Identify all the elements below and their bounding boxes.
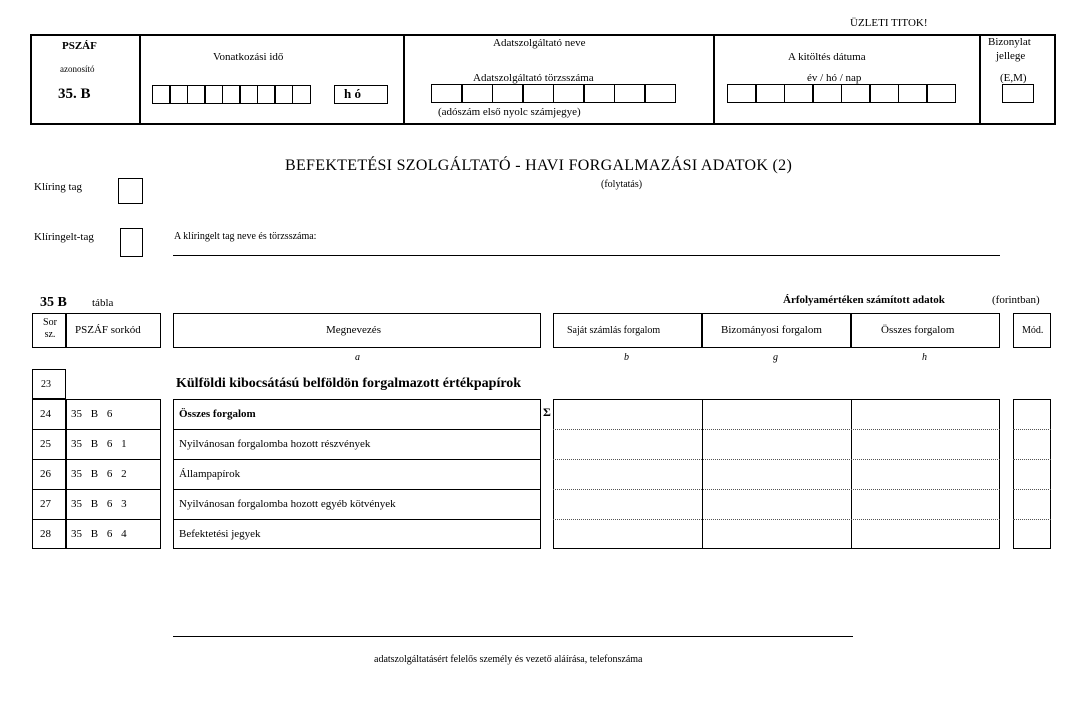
col-header-own: Saját számlás forgalom bbox=[553, 313, 702, 348]
col-letter-b: b bbox=[624, 352, 629, 363]
section-title: Külföldi kibocsátású belföldön forgalmazott értékpapírok bbox=[176, 376, 522, 391]
col-header-name: Megnevezés bbox=[173, 313, 541, 348]
cleared-member-label: Klíringelt-tag bbox=[34, 231, 94, 243]
table-code: 35 B bbox=[40, 295, 67, 310]
cleared-member-name-line[interactable] bbox=[173, 255, 1000, 256]
period-month-box[interactable] bbox=[334, 85, 388, 104]
values-grid bbox=[553, 399, 1000, 549]
section-row-num-cell: 23 bbox=[32, 369, 66, 399]
col-header-mod: Mód. bbox=[1013, 313, 1051, 348]
mod-column bbox=[1013, 399, 1051, 549]
clearing-member-checkbox[interactable] bbox=[118, 178, 143, 204]
col-header-code: PSZÁF sorkód bbox=[66, 313, 161, 348]
fill-date-format: év / hó / nap bbox=[807, 72, 862, 84]
col-letter-a: a bbox=[355, 352, 360, 363]
signature-label: adatszolgáltatásért felelős személy és vezető aláírása, telefonszáma bbox=[374, 654, 643, 665]
col-letter-g: g bbox=[773, 352, 778, 363]
cleared-member-name-label: A klíringelt tag neve és törzsszáma: bbox=[174, 231, 317, 242]
pszaf-label: PSZÁF bbox=[62, 40, 97, 52]
col-header-total: Összes forgalom bbox=[851, 313, 1000, 348]
form-code: 35. B bbox=[58, 86, 91, 102]
clearing-member-label: Klíring tag bbox=[34, 181, 82, 193]
pszaf-sub-label: azonosító bbox=[60, 64, 95, 74]
page-title: BEFEKTETÉSI SZOLGÁLTATÓ - HAVI FORGALMAZÁSI ADATOK (2) bbox=[285, 157, 793, 174]
doc-type-label-1: Bizonylat bbox=[988, 36, 1031, 48]
cleared-member-checkbox[interactable] bbox=[120, 228, 143, 257]
confidential-mark: ÜZLETI TITOK! bbox=[850, 17, 928, 29]
doc-type-input[interactable] bbox=[1002, 84, 1034, 103]
period-suffix: h ó bbox=[344, 86, 361, 101]
col-letter-h: h bbox=[922, 352, 927, 363]
period-input-cells[interactable] bbox=[153, 85, 311, 104]
sigma-mark: Σ bbox=[543, 405, 551, 419]
provider-name-label: Adatszolgáltató neve bbox=[493, 37, 586, 49]
fill-date-label: A kitöltés dátuma bbox=[788, 51, 866, 63]
provider-reg-label: Adatszolgáltató törzsszáma bbox=[473, 72, 594, 84]
doc-type-format: (E,M) bbox=[1000, 72, 1027, 84]
col-header-sor: Sor sz. bbox=[32, 313, 66, 348]
signature-line[interactable] bbox=[173, 636, 853, 637]
provider-reg-input-cells[interactable] bbox=[432, 84, 676, 103]
provider-reg-note: (adószám első nyolc számjegye) bbox=[438, 106, 581, 118]
doc-type-label-2: jellege bbox=[996, 50, 1026, 62]
table-code-suffix: tábla bbox=[92, 297, 114, 309]
page-subtitle: (folytatás) bbox=[601, 179, 643, 190]
col-header-comm: Bizományosi forgalom bbox=[702, 313, 851, 348]
unit-note: (forintban) bbox=[992, 294, 1040, 306]
fill-date-input-cells[interactable] bbox=[728, 84, 956, 103]
period-label: Vonatkozási idő bbox=[213, 51, 284, 63]
value-note: Árfolyamértéken számított adatok bbox=[783, 294, 945, 306]
